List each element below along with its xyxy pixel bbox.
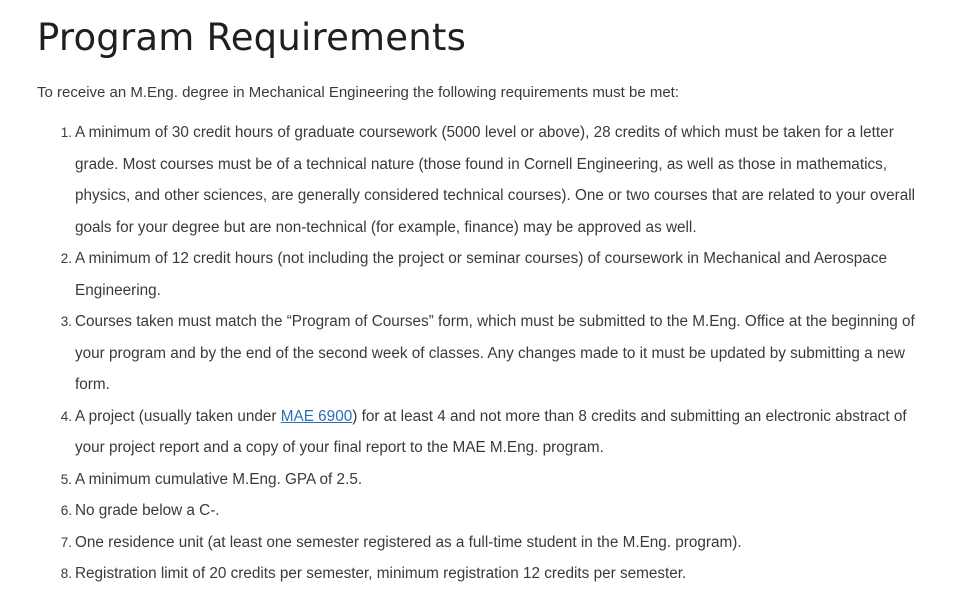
list-item-text: A minimum of 12 credit hours (not including the project or seminar courses) of coursework in Mechanical and Aerospace Engineering.	[75, 250, 887, 299]
list-item-number: 1.	[60, 125, 72, 140]
list-item	[37, 401, 940, 464]
list-item-text	[75, 408, 907, 457]
list-item	[37, 527, 940, 559]
list-item-number: 5.	[60, 471, 72, 487]
list-item-text: No grade below a C-.	[75, 502, 220, 519]
page-title: Program Requirements	[37, 16, 467, 59]
intro-text: To receive an M.Eng. degree in Mechanical Engineering the following requirements must be met:	[37, 84, 680, 101]
mae-6900-link[interactable]: MAE 6900	[280, 407, 353, 425]
list-item-text: Courses taken must match the “Program of Courses” form, which must be submitted to the M.Eng. Office at the beginning of your program and by the end of the second week of classes. Any changes made to it must be updated by submitting a new form.	[75, 313, 915, 393]
list-item	[37, 243, 940, 306]
list-item-number: 2.	[60, 251, 72, 266]
list-item	[37, 306, 940, 401]
list-item	[37, 464, 940, 496]
list-item-number: 3.	[60, 314, 72, 329]
list-item	[37, 495, 940, 527]
list-item-text: Registration limit of 20 credits per semester, minimum registration 12 credits per semester.	[75, 565, 687, 582]
list-item	[37, 117, 940, 243]
list-item-text: One residence unit (at least one semester registered as a full-time student in the M.Eng. program).	[75, 533, 742, 551]
list-item-number: 6.	[60, 503, 72, 518]
list-item-text: A minimum cumulative M.Eng. GPA of 2.5.	[75, 470, 363, 488]
list-item-text-after-link: ) for at least 4 and not more than 8 credits and submitting an electronic abstract of your project report and a copy of your final report to the MAE M.Eng. program.	[75, 407, 907, 456]
list-item-number: 7.	[60, 534, 72, 550]
list-item	[37, 558, 940, 590]
list-item-number: 8.	[60, 566, 72, 581]
list-item-number: 4.	[60, 408, 72, 424]
requirements-list	[37, 117, 940, 590]
list-item-text: A minimum of 30 credit hours of graduate coursework (5000 level or above), 28 credits of which must be taken for a letter grade. Most courses must be of a technical nature (those found in Cornell Engineering, as well as those in mathematics, physics, and other sciences, are generally considered technical courses). One or two courses that are related to your overall goals for your degree but are non-technical (for example, finance) may be approved as well.	[75, 124, 916, 236]
list-item-text-before-link: A project (usually taken under	[75, 407, 281, 425]
